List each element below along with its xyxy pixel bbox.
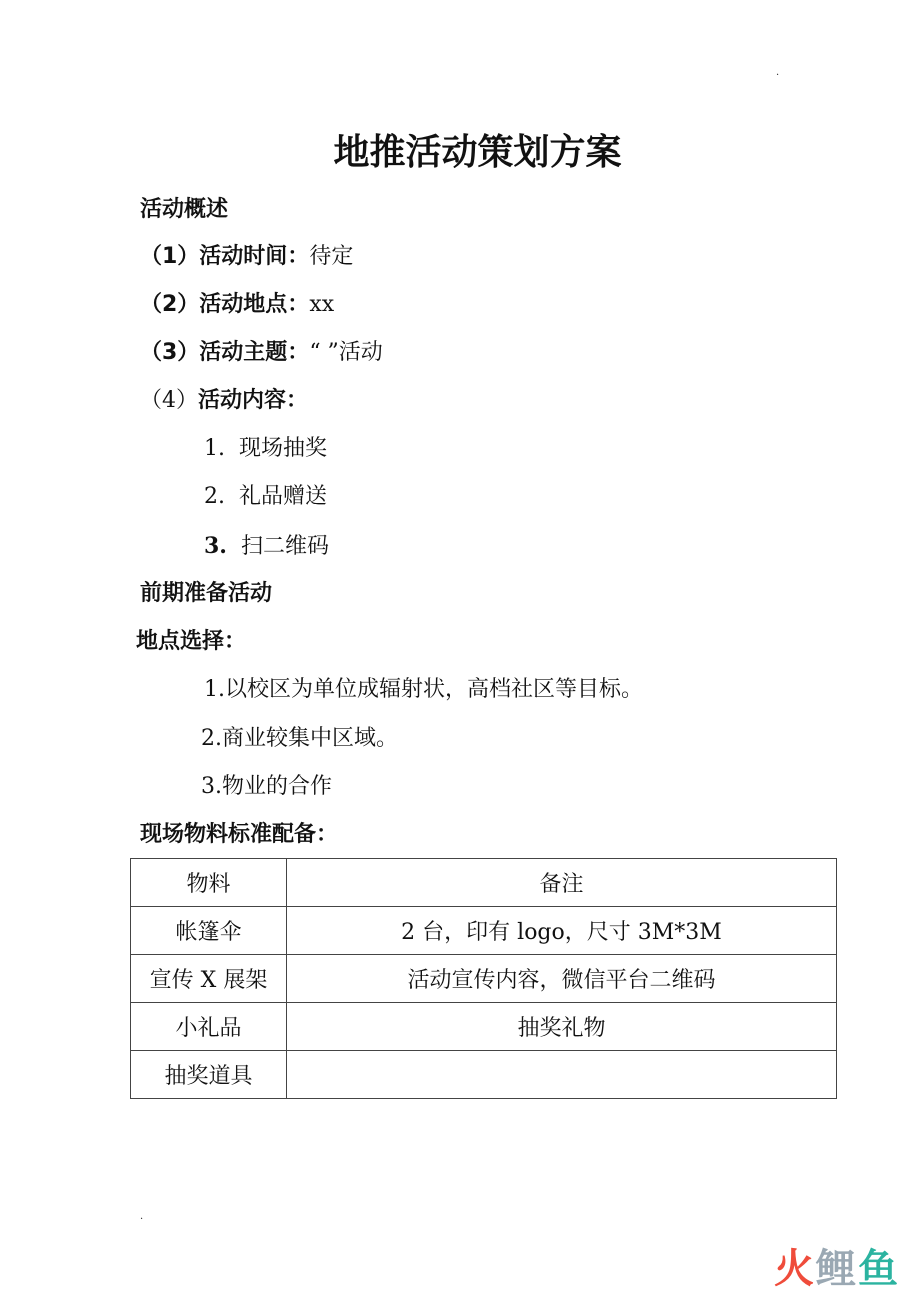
list-text: 礼品赠送 <box>239 484 328 509</box>
watermark-char: 鱼 <box>858 1246 900 1292</box>
list-text: 现场抽奖 <box>239 436 328 461</box>
watermark-char: 鲤 <box>816 1246 858 1292</box>
top-mark: · <box>776 70 780 81</box>
prep-heading: 前期准备活动 <box>140 581 273 606</box>
list-text: 扫二维码 <box>240 534 329 559</box>
table-cell: 活动宣传内容，微信平台二维码 <box>287 955 837 1003</box>
location-item: 1.以校区为单位成辐射状，高档社区等目标。 <box>204 677 643 702</box>
table-row <box>131 1003 837 1051</box>
table-cell: 宣传 X 展架 <box>131 955 287 1003</box>
overview-item-label: （3）活动主题： <box>140 340 310 365</box>
materials-heading: 现场物料标准配备： <box>140 822 339 847</box>
table-header-cell: 备注 <box>287 859 837 907</box>
overview-item-time <box>140 243 353 271</box>
location-heading: 地点选择： <box>136 629 247 654</box>
overview-item-value: xx <box>309 292 335 317</box>
table-cell: 2 台，印有 logo，尺寸 3M*3M <box>287 907 837 955</box>
location-item: 3.物业的合作 <box>201 774 332 799</box>
overview-item-label: 活动内容： <box>198 388 309 413</box>
table-cell: 帐篷伞 <box>131 907 287 955</box>
overview-item-value: 待定 <box>309 244 354 269</box>
table-cell <box>287 1051 837 1099</box>
overview-item-theme <box>140 339 383 367</box>
location-item: 2.商业较集中区域。 <box>201 726 398 751</box>
watermark-logo <box>774 1237 900 1294</box>
overview-item-place <box>140 291 334 319</box>
table-row <box>131 955 837 1003</box>
table-cell: 小礼品 <box>131 1003 287 1051</box>
overview-item-content <box>140 387 308 415</box>
list-number: 1. <box>204 436 225 461</box>
list-number: 3. <box>204 533 227 559</box>
table-row <box>131 907 837 955</box>
content-list-item <box>204 435 327 463</box>
list-number: 2. <box>204 484 225 509</box>
table-header-cell: 物料 <box>131 859 287 907</box>
overview-item-label: （1）活动时间： <box>140 244 310 269</box>
materials-table <box>130 858 837 1099</box>
table-cell: 抽奖道具 <box>131 1051 287 1099</box>
bottom-mark: · <box>140 1214 144 1225</box>
overview-item-number: （4） <box>140 388 198 413</box>
table-header-row <box>131 859 837 907</box>
content-list-item <box>204 483 327 511</box>
overview-item-value: “ ”活动 <box>309 340 383 365</box>
document-title: 地推活动策划方案 <box>333 132 622 173</box>
content-list-item <box>204 532 329 561</box>
overview-item-label: （2）活动地点： <box>140 292 310 317</box>
overview-heading: 活动概述 <box>140 197 229 222</box>
table-cell: 抽奖礼物 <box>287 1003 837 1051</box>
watermark-char: 火 <box>774 1246 816 1292</box>
table-row <box>131 1051 837 1099</box>
